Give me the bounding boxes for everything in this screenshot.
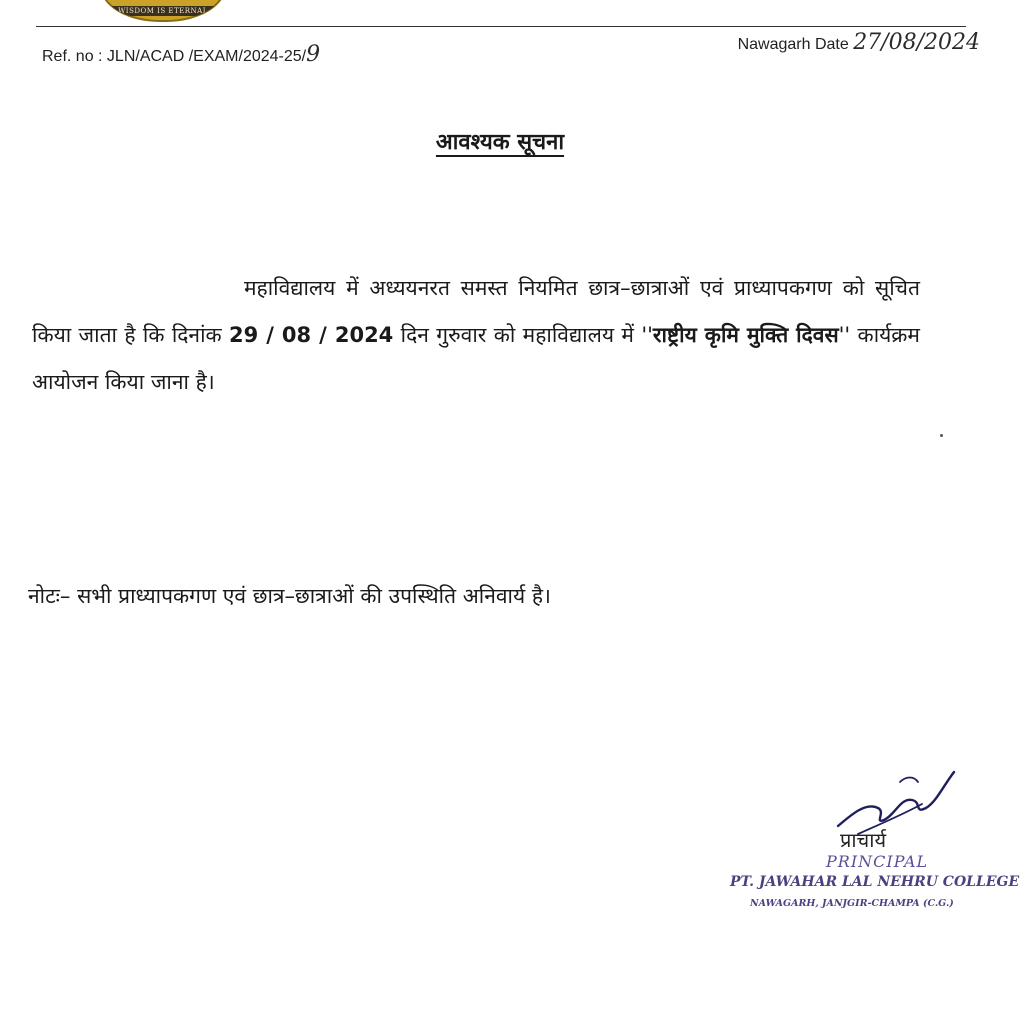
scan-speck [940, 434, 943, 437]
notice-body [32, 265, 920, 406]
body-text-2: दिन गुरुवार को महाविद्यालय में '' [393, 323, 653, 347]
college-address: NAWAGARH, JANJGIR-CHAMPA (C.G.) [750, 898, 954, 909]
college-name: PT. JAWAHAR LAL NEHRU COLLEGE [730, 874, 1020, 890]
place-date-label: Nawagarh Date [737, 36, 854, 53]
principal-title-hindi: प्राचार्य [840, 828, 887, 852]
handwritten-date: 27/08/2024 [853, 30, 980, 55]
event-name: राष्ट्रीय कृमि मुक्ति दिवस [652, 323, 839, 347]
ref-label: Ref. no : [42, 48, 107, 65]
body-text-1: महाविद्यालय में अध्ययनरत समस्त नियमित छात्र–छात्राओं एवं प्राध्यापकगण को सूचित किया जाता है कि दिनांक [32, 276, 920, 347]
header-rule [36, 26, 966, 27]
notice-title-text: आवश्यक सूचना [435, 130, 565, 155]
ref-handwritten-number: 9 [306, 42, 321, 67]
signature-block [730, 764, 1024, 924]
place-date [738, 30, 980, 55]
event-date: 29 / 08 / 2024 [229, 323, 394, 347]
notice-note: नोटः– सभी प्राध्यापकगण एवं छात्र–छात्राओं की उपस्थिति अनिवार्य है। [28, 584, 551, 608]
reference-number [42, 42, 320, 67]
principal-title-english: PRINCIPAL [826, 852, 929, 871]
body-text-3: '' कार्यक्रम आयोजन किया जाना है। [32, 323, 920, 394]
notice-title [0, 126, 1000, 156]
logo-motto: WISDOM IS ETERNAL [110, 6, 216, 16]
college-logo [100, 0, 226, 22]
ref-value: JLN/ACAD /EXAM/2024-25/ [106, 48, 307, 65]
